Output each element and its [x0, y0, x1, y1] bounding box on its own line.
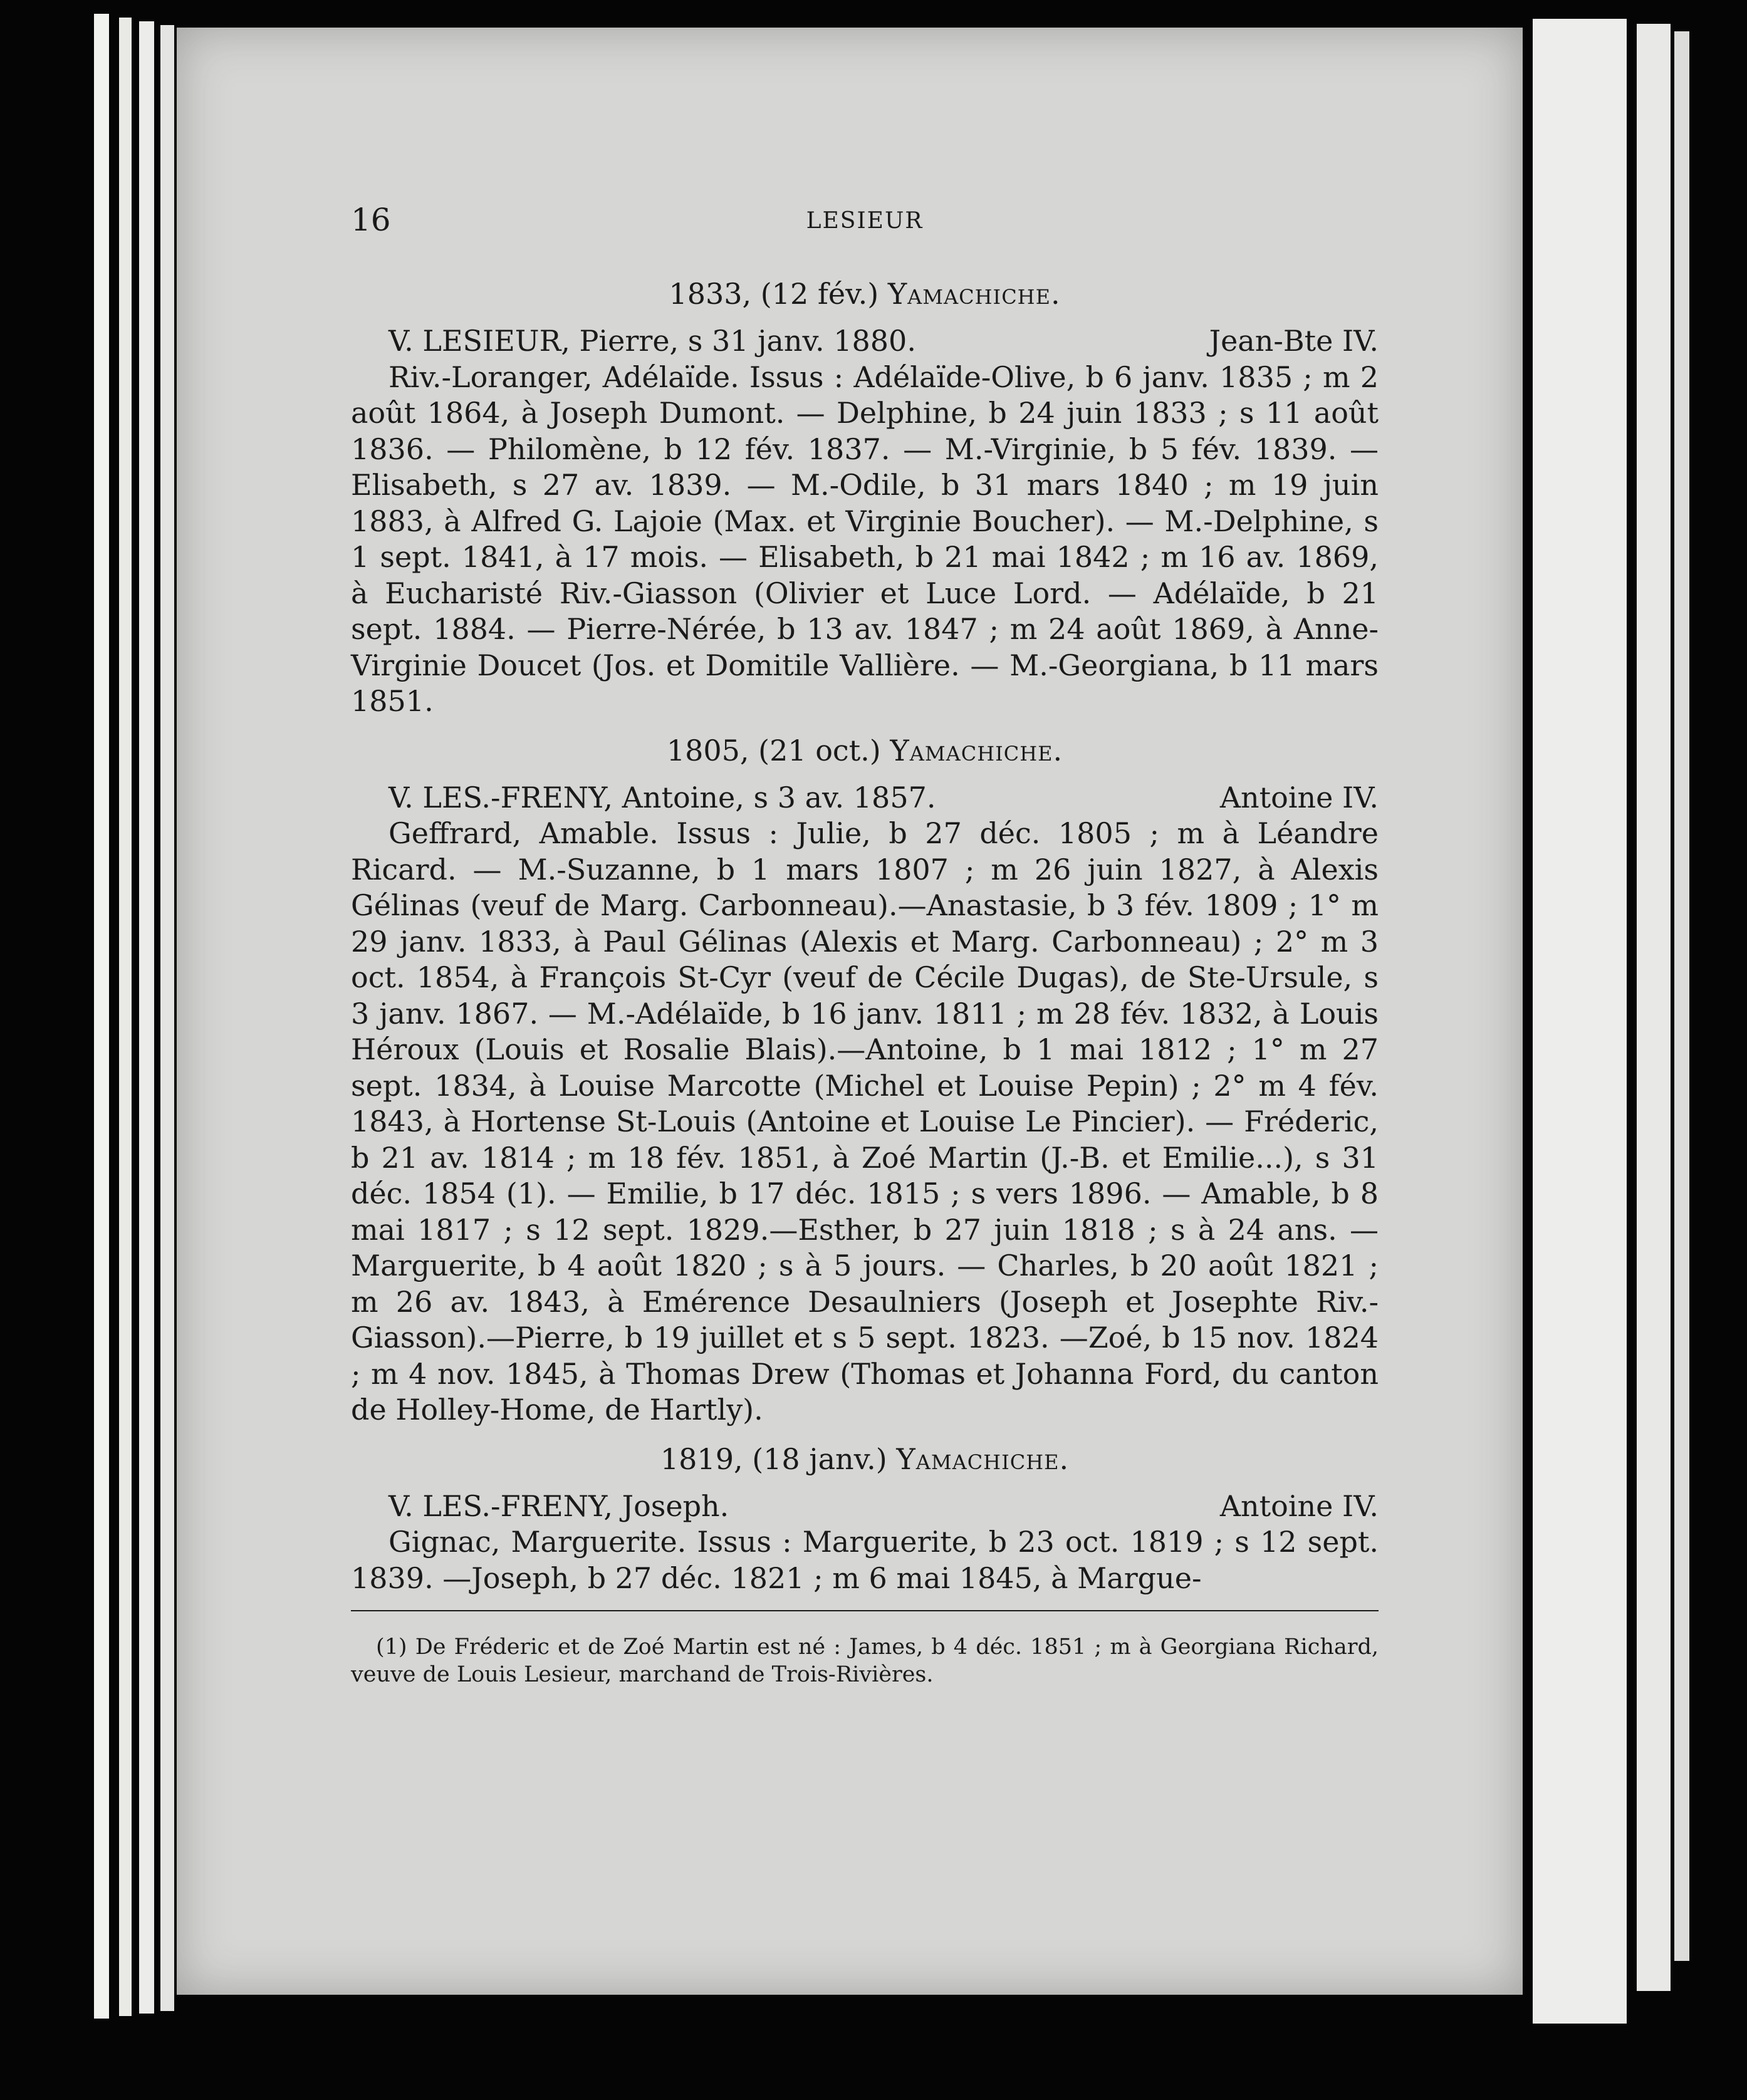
- page-edge-right: [1674, 31, 1689, 1961]
- genealogy-entry: [351, 1442, 1379, 1597]
- page-edge: [119, 18, 132, 2016]
- entry-place: Yamachiche.: [890, 733, 1063, 767]
- page-edge-right: [1637, 24, 1671, 1991]
- entry-date: 1833, (12 fév.): [669, 277, 879, 311]
- entry-place: Yamachiche.: [887, 277, 1061, 311]
- entry-date-place: [351, 734, 1379, 767]
- entry-name-line: [351, 780, 1379, 816]
- entry-text: Gignac, Marguerite. Issus : Marguerite, b 23 oct. 1819 ; s 12 sept. 1839. —Joseph, b 27 déc. 1821 ; m 6 mai 1845, à Margue-: [351, 1525, 1379, 1595]
- entry-name: V. LESIEUR, Pierre, s 31 janv. 1880.: [389, 324, 916, 358]
- genealogy-entry: [351, 734, 1379, 1428]
- entry-date: 1819, (18 janv.): [660, 1442, 887, 1476]
- page-edge-right: [1533, 19, 1627, 2024]
- running-title: LESIEUR: [806, 208, 924, 234]
- entry-place: Yamachiche.: [896, 1442, 1070, 1476]
- genealogy-entry: [351, 277, 1379, 720]
- page-number: 16: [351, 202, 391, 238]
- running-head: [351, 202, 1379, 246]
- entry-name-line: [351, 323, 1379, 360]
- entry-date-place: [351, 1442, 1379, 1476]
- page-edge: [94, 14, 109, 2019]
- entry-name: V. LES.-FRENY, Joseph.: [389, 1489, 729, 1523]
- entry-parent-ref: Antoine IV.: [1219, 780, 1379, 814]
- entry-text: Geffrard, Amable. Issus : Julie, b 27 déc. 1805 ; m à Léandre Ricard. — M.-Suzanne, b 1 mars 1807 ; m 26 juin 1827, à Alexis Gélinas (veuf de Marg. Carbonneau).—Anastasie, b 3 fév. 1809 ; 1° m 29 janv. 1833, à Paul Gélinas (Alexis et Marg. Carbonneau) ; 2° m 3 oct. 1854, à François St-Cyr (veuf de Cécile Dugas), de Ste-Ursule, s 3 janv. 1867. — M.-Adélaïde, b 16 janv. 1811 ; m 28 fév. 1832, à Louis Héroux (Louis et Rosalie Blais).—Antoine, b 1 mai 1812 ; 1° m 27 sept. 1834, à Louise Marcotte (Michel et Louise Pepin) ; 2° m 4 fév. 1843, à Hortense St-Louis (Antoine et Louise Le Pincier). — Fréderic, b 21 av. 1814 ; m 18 fév. 1851, à Zoé Martin (J.-B. et Emilie...), s 31 déc. 1854 (1). — Emilie, b 17 déc. 1815 ; s vers 1896. — Amable, b 8 mai 1817 ; s 12 sept. 1829.—Esther, b 27 juin 1818 ; s à 24 ans. — Marguerite, b 4 août 1820 ; s à 5 jours. — Charles, b 20 août 1821 ; m 26 av. 1843, à Emérence Desaulniers (Joseph et Josephte Riv.-Giasson).—Pierre, b 19 juillet et s 5 sept. 1823. —Zoé, b 15 nov. 1824 ; m 4 nov. 1845, à Thomas Drew (Thomas et Johanna Ford, du canton de Holley-Home, de Hartly).: [351, 816, 1379, 1427]
- entry-date: 1805, (21 oct.): [666, 733, 881, 767]
- page-edge: [139, 21, 154, 2014]
- entry-parent-ref: Jean-Bte IV.: [1209, 324, 1379, 358]
- page-edge: [160, 25, 174, 2011]
- footnote: (1) De Fréderic et de Zoé Martin est né : James, b 4 déc. 1851 ; m à Georgiana Richard, veuve de Louis Lesieur, marchand de Trois-Rivières.: [351, 1635, 1379, 1687]
- entry-name: V. LES.-FRENY, Antoine, s 3 av. 1857.: [389, 780, 936, 814]
- entry-parent-ref: Antoine IV.: [1219, 1489, 1379, 1523]
- page-content: [351, 202, 1379, 1710]
- entry-name-line: [351, 1489, 1379, 1525]
- footnote-divider: [351, 1610, 1379, 1611]
- entry-date-place: [351, 277, 1379, 311]
- entry-text: Riv.-Loranger, Adélaïde. Issus : Adélaïde-Olive, b 6 janv. 1835 ; m 2 août 1864, à Joseph Dumont. — Delphine, b 24 juin 1833 ; s 11 août 1836. — Philomène, b 12 fév. 1837. — M.-Virginie, b 5 fév. 1839. — Elisabeth, s 27 av. 1839. — M.-Odile, b 31 mars 1840 ; m 19 juin 1883, à Alfred G. Lajoie (Max. et Virginie Boucher). — M.-Delphine, s 1 sept. 1841, à 17 mois. — Elisabeth, b 21 mai 1842 ; m 16 av. 1869, à Eucharisté Riv.-Giasson (Olivier et Luce Lord. — Adélaïde, b 21 sept. 1884. — Pierre-Nérée, b 13 av. 1847 ; m 24 août 1869, à Anne-Virginie Doucet (Jos. et Domitile Vallière. — M.-Georgiana, b 11 mars 1851.: [351, 360, 1379, 718]
